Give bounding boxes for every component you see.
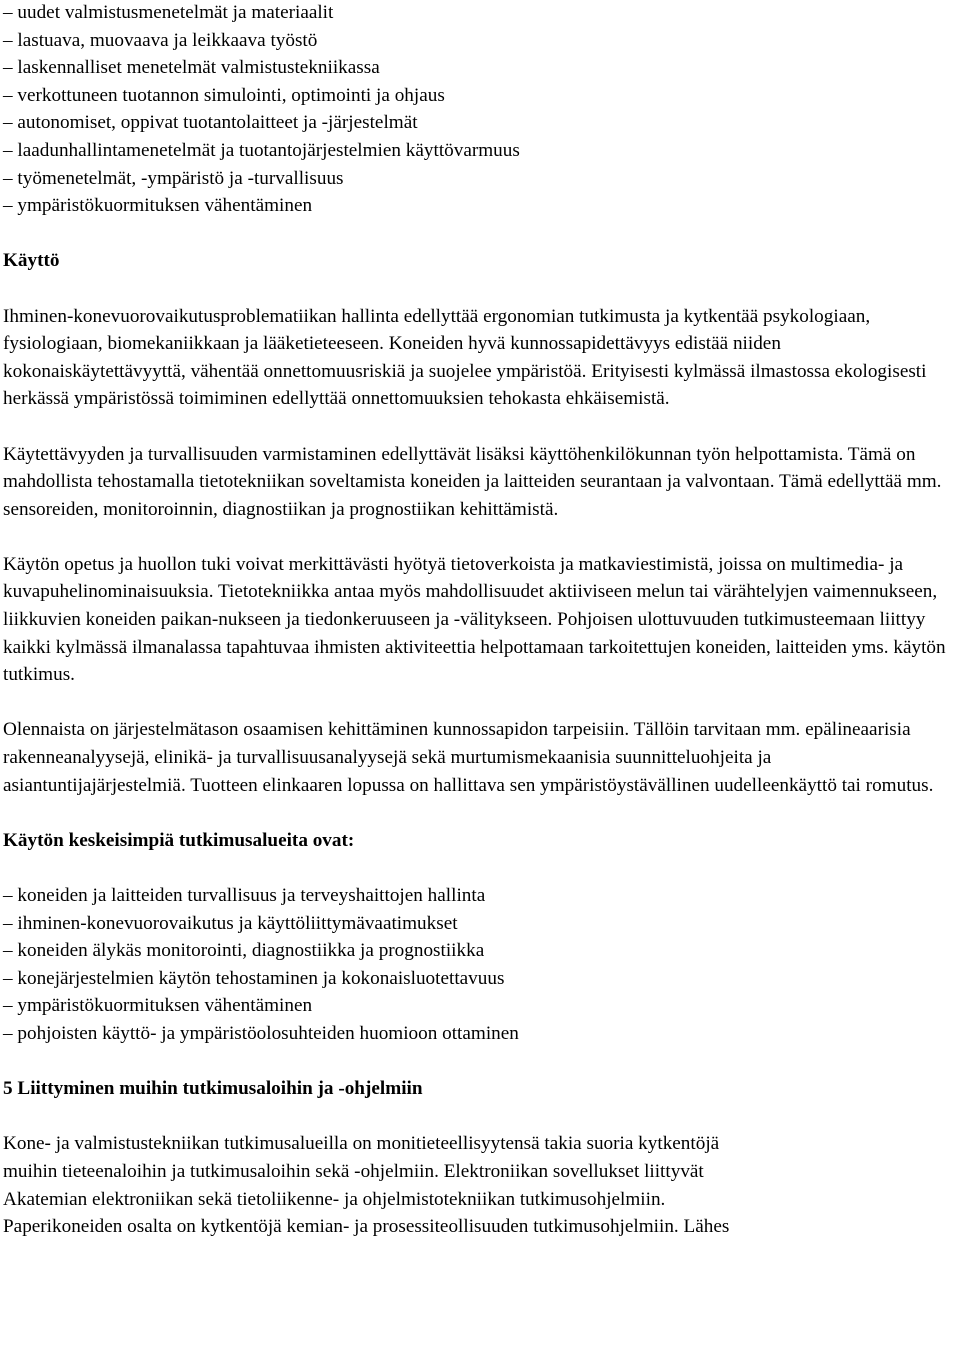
list-item: – työmenetelmät, -ympäristö ja -turvallisuus — [3, 165, 958, 193]
list-item: – autonomiset, oppivat tuotantolaitteet ja -järjestelmät — [3, 109, 958, 137]
kayton-research-area-list — [3, 882, 958, 1048]
paragraph: Käytettävyyden ja turvallisuuden varmistaminen edellyttävät lisäksi käyttöhenkilökunnan työn helpottamista. Tämä on mahdollista tehostamalla tietotekniikan soveltamista koneiden ja laitteiden seurantaan ja valvontaan. Tämä edellyttää mm. sensoreiden, monitoroinnin, diagnostiikan ja prognostiikan kehittämistä. — [3, 443, 942, 520]
document-page — [3, 0, 958, 1241]
list-item: – pohjoisten käyttö- ja ympäristöolosuhteiden huomioon ottaminen — [3, 1020, 958, 1048]
paragraph-line: Paperikoneiden osalta on kytkentöjä kemian- ja prosessiteollisuuden tutkimusohjelmiin. Lähes — [3, 1216, 730, 1238]
list-item: – laskennalliset menetelmät valmistustekniikassa — [3, 54, 958, 82]
list-item: – laadunhallintamenetelmät ja tuotantojärjestelmien käyttövarmuus — [3, 137, 958, 165]
section-5-paragraph — [3, 1130, 958, 1240]
paragraph: Ihminen-konevuorovaikutusproblematiikan hallinta edellyttää ergonomian tutkimusta ja kytkentää psykologiaan, fysiologiaan, biomekaniikkaan ja lääketieteeseen. Koneiden hyvä kunnossapidettävyys edistää niiden kokonaiskäytettävyyttä, vähentää onnettomuusriskiä ja suojelee ympäristöä. Erityisesti kylmässä ilmastossa ekologisesti herkässä ympäristössä toimiminen edellyttää onnettomuuksien tehokasta ehkäisemistä. — [3, 305, 927, 410]
paragraph-line: Akatemian elektroniikan sekä tietoliikenne- ja ohjelmistotekniikan tutkimusohjelmiin. — [3, 1188, 666, 1210]
list-item: – ympäristökuormituksen vähentäminen — [3, 192, 958, 220]
list-item: – koneiden älykäs monitorointi, diagnostiikka ja prognostiikka — [3, 937, 958, 965]
paragraph-line: muihin tieteenaloihin ja tutkimusaloihin sekä -ohjelmiin. Elektroniikan sovellukset liittyvät — [3, 1160, 704, 1182]
list-item: – lastuava, muovaava ja leikkaava työstö — [3, 27, 958, 55]
section-heading-5: 5 Liittyminen muihin tutkimusaloihin ja -ohjelmiin — [3, 1078, 423, 1100]
list-item: – ympäristökuormituksen vähentäminen — [3, 992, 958, 1020]
paragraph-line: Kone- ja valmistustekniikan tutkimusalueilla on monitieteellisyytensä takia suoria kytkentöjä — [3, 1133, 720, 1155]
list-item: – uudet valmistusmenetelmät ja materiaalit — [3, 0, 958, 27]
list-item: – ihminen-konevuorovaikutus ja käyttöliittymävaatimukset — [3, 910, 958, 938]
list-item: – konejärjestelmien käytön tehostaminen ja kokonaisluotettavuus — [3, 965, 958, 993]
section-heading-kaytto: Käyttö — [3, 250, 60, 272]
list-item: – koneiden ja laitteiden turvallisuus ja terveyshaittojen hallinta — [3, 882, 958, 910]
list-item: – verkottuneen tuotannon simulointi, optimointi ja ohjaus — [3, 82, 958, 110]
paragraph: Käytön opetus ja huollon tuki voivat merkittävästi hyötyä tietoverkoista ja matkaviestimistä, joissa on multimedia- ja kuvapuhelinominaisuuksia. Tietotekniikka antaa myös mahdollisuudet aktiiviseen melun tai värähtelyjen vaimennukseen, liikkuvien koneiden paikan-nukseen ja tiedonkeruuseen ja -välitykseen. Pohjoisen ulottuvuuden tutkimusteemaan liittyy kaikki kylmässä ilmanalassa tapahtuvaa ihmisten aktiviteettia helpottamaan tarkoitettujen koneiden, laitteiden yms. käytön tutkimus. — [3, 553, 946, 686]
section-heading-kayton-alueet: Käytön keskeisimpiä tutkimusalueita ovat: — [3, 829, 355, 851]
research-area-list — [3, 0, 958, 220]
paragraph: Olennaista on järjestelmätason osaamisen kehittäminen kunnossapidon tarpeisiin. Tällöin tarvitaan mm. epälineaarisia rakenneanalyysejä, elinikä- ja turvallisuusanalyysejä sekä murtumismekaanisia suunnitteluohjeita ja asiantuntijajärjestelmiä. Tuotteen elinkaaren lopussa on hallittava sen ympäristöystävällinen uudelleenkäyttö tai romutus. — [3, 719, 934, 796]
